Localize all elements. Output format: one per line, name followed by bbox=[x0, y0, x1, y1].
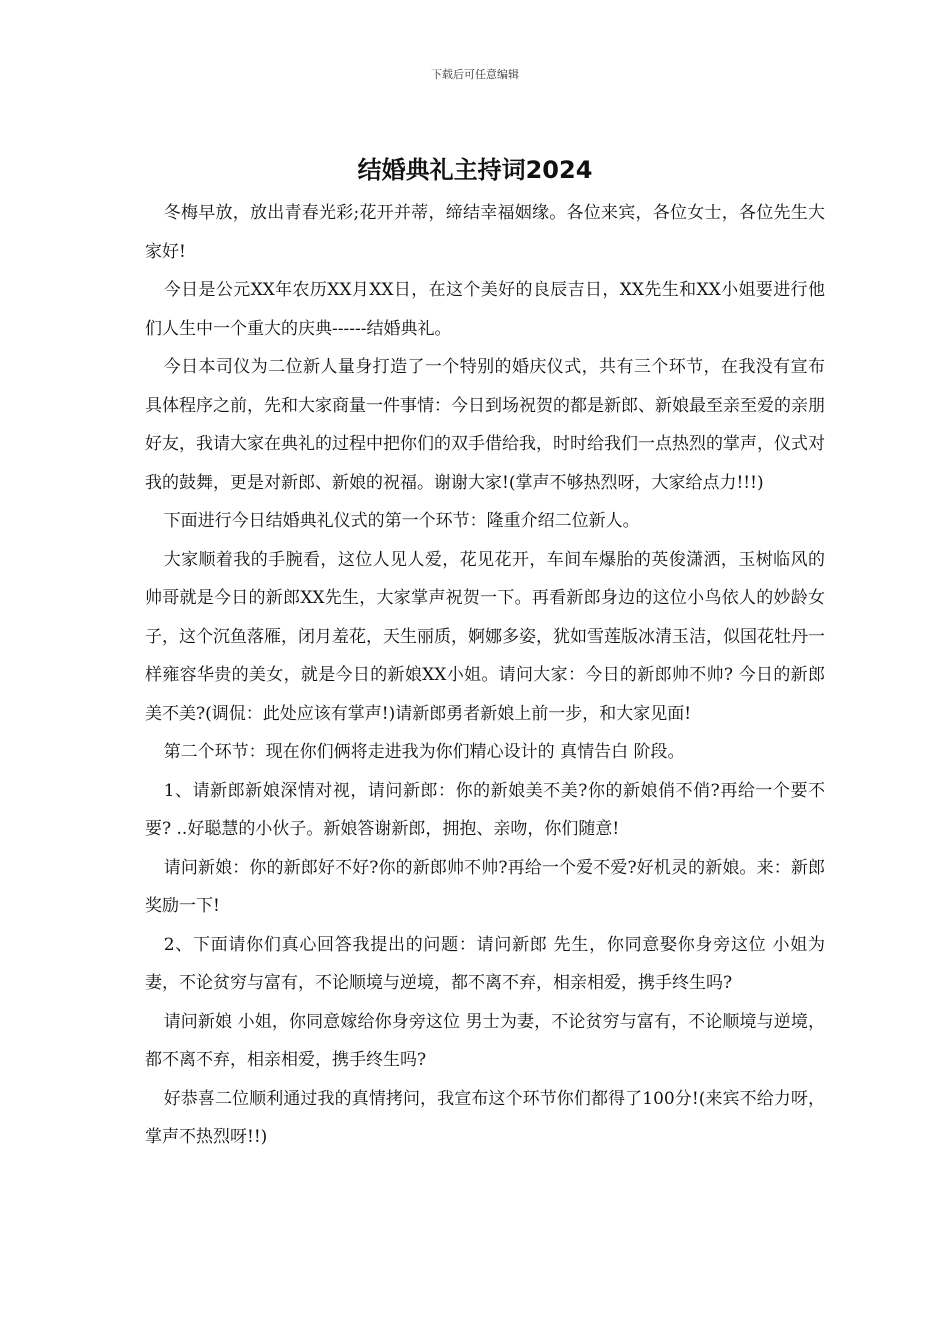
paragraph: 下面进行今日结婚典礼仪式的第一个环节：隆重介绍二位新人。 bbox=[163, 511, 640, 531]
paragraph: 大家顺着我的手腕看，这位人见人爱，花见花开，车间车爆胎的英俊潇洒，玉树临风的帅哥就是今日的新郎XX先生，大家掌声祝贺一下。再看新郎身边的这位小鸟依人的妙龄女子，这个沉鱼落雁，闭月羞花，天生丽质，婀娜多姿，犹如雪莲版冰清玉洁，似国花牡丹一样雍容华贵的美女，就是今日的新娘XX小姐。请问大家：今日的新郎帅不帅? 今日的新郎美不美?(调侃：此处应该有掌声!)请新郎勇者新娘上前一步，和大家见面! bbox=[145, 549, 825, 724]
document-body bbox=[145, 194, 825, 1157]
paragraph: 请问新娘 小姐，你同意嫁给你身旁这位 男士为妻，不论贫穷与富有，不论顺境与逆境，都不离不弃，相亲相爱，携手终生吗? bbox=[145, 1011, 825, 1070]
header-note: 下载后可任意编辑 bbox=[431, 68, 519, 81]
paragraph: 1、请新郎新娘深情对视，请问新郎：你的新娘美不美?你的新娘俏不俏?再给一个要不要? ..好聪慧的小伙子。新娘答谢新郎，拥抱、亲吻，你们随意! bbox=[145, 780, 825, 839]
paragraph: 今日本司仪为二位新人量身打造了一个特别的婚庆仪式，共有三个环节，在我没有宣布具体程序之前，先和大家商量一件事情：今日到场祝贺的都是新郎、新娘最至亲至爱的亲朋好友，我请大家在典礼的过程中把你们的双手借给我，时时给我们一点热烈的掌声，仪式对我的鼓舞，更是对新郎、新娘的祝福。谢谢大家!(掌声不够热烈呀，大家给点力!!!) bbox=[145, 357, 825, 493]
paragraph: 2、下面请你们真心回答我提出的问题：请问新郎 先生，你同意娶你身旁这位 小姐为妻，不论贫穷与富有，不论顺境与逆境，都不离不弃，相亲相爱，携手终生吗? bbox=[145, 934, 825, 993]
paragraph: 第二个环节：现在你们俩将走进我为你们精心设计的 真情告白 阶段。 bbox=[163, 742, 685, 762]
paragraph: 好恭喜二位顺利通过我的真情拷问，我宣布这个环节你们都得了100分!(来宾不给力呀，掌声不热烈呀!!) bbox=[145, 1088, 825, 1147]
paragraph: 冬梅早放，放出青春光彩;花开并蒂，缔结幸福姻缘。各位来宾，各位女士，各位先生大家好! bbox=[145, 203, 825, 262]
paragraph: 今日是公元XX年农历XX月XX日，在这个美好的良辰吉日，XX先生和XX小姐要进行他们人生中一个重大的庆典------结婚典礼。 bbox=[145, 280, 825, 339]
paragraph: 请问新娘：你的新郎好不好?你的新郎帅不帅?再给一个爱不爱?好机灵的新娘。来：新郎奖励一下! bbox=[145, 857, 825, 916]
document-title: 结婚典礼主持词2024 bbox=[357, 156, 593, 184]
